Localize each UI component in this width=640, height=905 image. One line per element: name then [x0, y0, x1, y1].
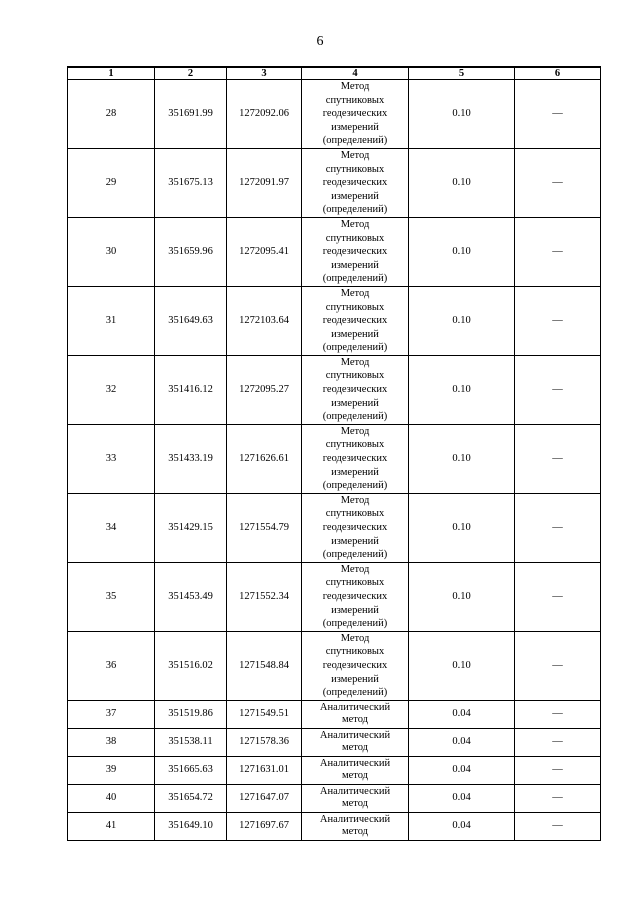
- point-number-cell: 40: [68, 784, 155, 812]
- note-cell: —: [515, 812, 601, 840]
- method-line: метод: [341, 770, 369, 782]
- accuracy-cell: 0.04: [409, 728, 515, 756]
- y-coordinate-cell: 1272091.97: [227, 148, 302, 217]
- page-number: 6: [316, 34, 324, 49]
- method-line: измерений: [331, 259, 379, 271]
- method-line: измерений: [331, 466, 379, 478]
- point-number-cell: 41: [68, 812, 155, 840]
- method-line: измерений: [331, 673, 379, 685]
- method-cell: [302, 812, 409, 840]
- method-line: спутниковых: [325, 94, 385, 106]
- table-row: [68, 424, 601, 493]
- note-cell: —: [515, 148, 601, 217]
- method-line: (определений): [322, 411, 388, 423]
- y-coordinate-cell: 1272103.64: [227, 286, 302, 355]
- method-line: Аналитический: [319, 814, 391, 826]
- accuracy-cell: 0.04: [409, 700, 515, 728]
- x-coordinate-cell: 351691.99: [155, 80, 227, 149]
- method-line: спутниковых: [325, 232, 385, 244]
- accuracy-cell: 0.04: [409, 784, 515, 812]
- method-cell: [302, 148, 409, 217]
- method-line: геодезических: [322, 590, 388, 602]
- method-line: измерений: [331, 190, 379, 202]
- y-coordinate-cell: 1271626.61: [227, 424, 302, 493]
- point-number-cell: 33: [68, 424, 155, 493]
- table-row: [68, 286, 601, 355]
- method-line: (определений): [322, 618, 388, 630]
- method-line: спутниковых: [325, 301, 385, 313]
- method-line: спутниковых: [325, 646, 385, 658]
- column-header: 5: [409, 67, 515, 80]
- table-row: [68, 217, 601, 286]
- accuracy-cell: 0.10: [409, 631, 515, 700]
- table-row: [68, 784, 601, 812]
- method-line: геодезических: [322, 522, 388, 533]
- method-cell: [302, 728, 409, 756]
- method-line: Метод: [340, 149, 370, 161]
- x-coordinate-cell: 351649.63: [155, 286, 227, 355]
- table-row: [68, 631, 601, 700]
- method-line: измерений: [331, 121, 379, 133]
- method-line: Аналитический: [319, 758, 391, 770]
- method-cell: [302, 756, 409, 784]
- accuracy-cell: 0.10: [409, 493, 515, 562]
- method-line: метод: [341, 826, 369, 838]
- method-line: (определений): [322, 342, 388, 354]
- x-coordinate-cell: 351538.11: [155, 728, 227, 756]
- method-line: (определений): [322, 135, 388, 147]
- point-number-cell: 39: [68, 756, 155, 784]
- note-cell: —: [515, 784, 601, 812]
- note-cell: —: [515, 700, 601, 728]
- method-line: (определений): [322, 204, 388, 216]
- x-coordinate-cell: 351665.63: [155, 756, 227, 784]
- method-cell: [302, 80, 409, 149]
- point-number-cell: 35: [68, 562, 155, 631]
- method-line: геодезических: [322, 453, 388, 465]
- method-line: спутниковых: [325, 439, 385, 451]
- y-coordinate-cell: 1271647.07: [227, 784, 302, 812]
- note-cell: —: [515, 756, 601, 784]
- method-line: метод: [341, 742, 369, 754]
- method-line: (определений): [322, 273, 388, 285]
- method-line: Метод: [340, 494, 370, 506]
- method-cell: [302, 562, 409, 631]
- note-cell: —: [515, 424, 601, 493]
- column-header: 2: [155, 67, 227, 80]
- point-number-cell: 38: [68, 728, 155, 756]
- y-coordinate-cell: 1271578.36: [227, 728, 302, 756]
- method-line: спутниковых: [325, 508, 385, 520]
- x-coordinate-cell: 351659.96: [155, 217, 227, 286]
- x-coordinate-cell: 351453.49: [155, 562, 227, 631]
- accuracy-cell: 0.10: [409, 424, 515, 493]
- table-row: [68, 756, 601, 784]
- method-cell: [302, 784, 409, 812]
- method-line: спутниковых: [325, 577, 385, 589]
- x-coordinate-cell: 351675.13: [155, 148, 227, 217]
- method-line: Метод: [340, 632, 370, 644]
- method-line: Метод: [340, 81, 370, 92]
- method-cell: [302, 286, 409, 355]
- method-cell: [302, 493, 409, 562]
- method-line: Метод: [340, 425, 370, 437]
- method-line: метод: [341, 714, 369, 726]
- accuracy-cell: 0.10: [409, 355, 515, 424]
- accuracy-cell: 0.04: [409, 812, 515, 840]
- method-line: геодезических: [322, 384, 388, 396]
- point-number-cell: 30: [68, 217, 155, 286]
- method-line: измерений: [331, 397, 379, 409]
- method-line: геодезических: [322, 246, 388, 258]
- accuracy-cell: 0.10: [409, 286, 515, 355]
- point-number-cell: 36: [68, 631, 155, 700]
- x-coordinate-cell: 351433.19: [155, 424, 227, 493]
- method-line: измерений: [331, 535, 379, 547]
- note-cell: —: [515, 562, 601, 631]
- method-line: Метод: [340, 563, 370, 575]
- column-header: 6: [515, 67, 601, 80]
- method-line: измерений: [331, 328, 379, 340]
- x-coordinate-cell: 351649.10: [155, 812, 227, 840]
- method-line: (определений): [322, 687, 388, 699]
- method-line: (определений): [322, 549, 388, 561]
- table-row: [68, 700, 601, 728]
- method-line: Метод: [340, 356, 370, 368]
- method-line: геодезических: [322, 177, 388, 189]
- x-coordinate-cell: 351416.12: [155, 355, 227, 424]
- table-header-row: [68, 67, 601, 80]
- y-coordinate-cell: 1272095.27: [227, 355, 302, 424]
- coordinates-table: [67, 66, 601, 841]
- note-cell: —: [515, 286, 601, 355]
- column-header: 4: [302, 67, 409, 80]
- x-coordinate-cell: 351429.15: [155, 493, 227, 562]
- note-cell: —: [515, 80, 601, 149]
- table-row: [68, 728, 601, 756]
- y-coordinate-cell: 1272092.06: [227, 80, 302, 149]
- table-row: [68, 355, 601, 424]
- x-coordinate-cell: 351516.02: [155, 631, 227, 700]
- method-line: Аналитический: [319, 786, 391, 798]
- column-header: 1: [68, 67, 155, 80]
- note-cell: —: [515, 493, 601, 562]
- accuracy-cell: 0.04: [409, 756, 515, 784]
- table-row: [68, 562, 601, 631]
- point-number-cell: 32: [68, 355, 155, 424]
- x-coordinate-cell: 351654.72: [155, 784, 227, 812]
- y-coordinate-cell: 1271549.51: [227, 700, 302, 728]
- table-row: [68, 80, 601, 149]
- accuracy-cell: 0.10: [409, 562, 515, 631]
- y-coordinate-cell: 1271548.84: [227, 631, 302, 700]
- note-cell: —: [515, 217, 601, 286]
- method-cell: [302, 700, 409, 728]
- y-coordinate-cell: 1271631.01: [227, 756, 302, 784]
- accuracy-cell: 0.10: [409, 80, 515, 149]
- table-row: [68, 493, 601, 562]
- y-coordinate-cell: 1271697.67: [227, 812, 302, 840]
- method-line: измерений: [331, 604, 379, 616]
- method-line: спутниковых: [325, 163, 385, 175]
- method-line: геодезических: [322, 659, 388, 671]
- note-cell: —: [515, 355, 601, 424]
- table-body: [68, 80, 601, 841]
- x-coordinate-cell: 351519.86: [155, 700, 227, 728]
- method-line: спутниковых: [325, 370, 385, 382]
- method-cell: [302, 217, 409, 286]
- y-coordinate-cell: 1272095.41: [227, 217, 302, 286]
- method-line: Метод: [340, 218, 370, 230]
- point-number-cell: 37: [68, 700, 155, 728]
- method-line: Аналитический: [319, 730, 391, 742]
- table-row: [68, 148, 601, 217]
- column-header: 3: [227, 67, 302, 80]
- method-line: (определений): [322, 480, 388, 492]
- note-cell: —: [515, 728, 601, 756]
- table-row: [68, 812, 601, 840]
- method-line: Метод: [340, 287, 370, 299]
- point-number-cell: 34: [68, 493, 155, 562]
- note-cell: —: [515, 631, 601, 700]
- method-line: метод: [341, 798, 369, 810]
- accuracy-cell: 0.10: [409, 148, 515, 217]
- y-coordinate-cell: 1271552.34: [227, 562, 302, 631]
- method-line: геодезических: [322, 315, 388, 327]
- point-number-cell: 28: [68, 80, 155, 149]
- y-coordinate-cell: 1271554.79: [227, 493, 302, 562]
- method-cell: [302, 355, 409, 424]
- method-cell: [302, 631, 409, 700]
- accuracy-cell: 0.10: [409, 217, 515, 286]
- method-line: геодезических: [322, 108, 388, 120]
- point-number-cell: 31: [68, 286, 155, 355]
- point-number-cell: 29: [68, 148, 155, 217]
- method-line: Аналитический: [319, 702, 391, 714]
- method-cell: [302, 424, 409, 493]
